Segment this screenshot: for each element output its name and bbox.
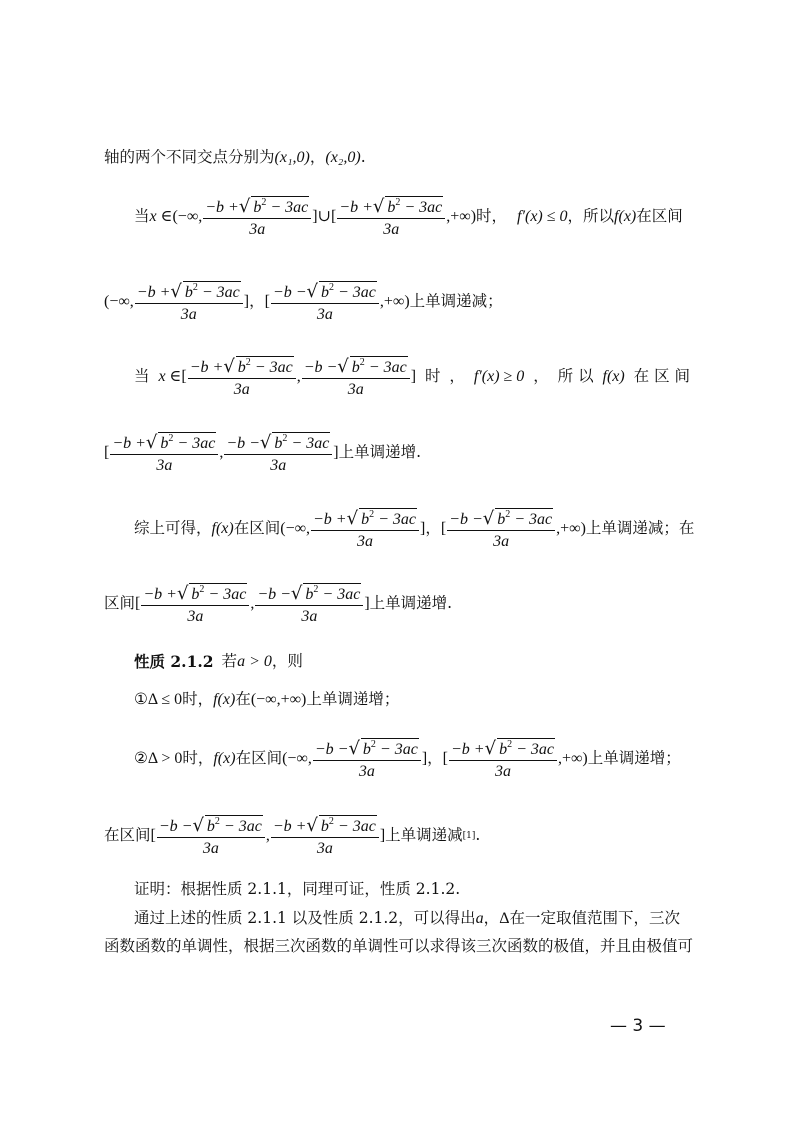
rb: ] xyxy=(419,520,426,537)
frac-den: 3a xyxy=(202,840,219,857)
fx: f(x) xyxy=(211,520,234,537)
frac-den: 3a xyxy=(156,457,173,474)
frac-num-lead: −b − xyxy=(272,284,307,301)
l6-lead: 综上可得， xyxy=(134,519,212,538)
l11-dot: . xyxy=(475,826,481,845)
l4-mid: 时 xyxy=(424,367,441,386)
l11-lead: 在区间 xyxy=(104,826,151,845)
frac-num-lead: −b − xyxy=(303,359,338,376)
proof-text: 证明：根据性质 2.1.1，同理可证，性质 2.1.2. xyxy=(134,880,461,898)
x-in: x ∈ xyxy=(158,368,182,385)
pos-inf: ,+∞) xyxy=(556,520,586,537)
condition: Δ ≤ 0 xyxy=(147,691,183,708)
frac-den: 3a xyxy=(316,840,333,857)
l6-sep: ， xyxy=(425,519,441,538)
minus-3ac: − 3ac xyxy=(204,586,247,603)
frac-num-lead: −b − xyxy=(314,741,349,758)
fx: f(x) xyxy=(213,750,236,767)
minus-3ac: − 3ac xyxy=(364,359,407,376)
text-line-1 xyxy=(104,150,366,166)
minus-3ac: − 3ac xyxy=(266,199,309,216)
frac-den: 3a xyxy=(270,457,287,474)
frac-num-lead: −b + xyxy=(143,586,177,603)
minus-3ac: − 3ac xyxy=(512,741,554,758)
square: 2 xyxy=(370,739,376,750)
l3-sep: ， xyxy=(249,292,265,311)
l14-text: 函数函数的单调性，根据三次函数的单调性可以求得该三次函数的极值，并且由极值可 xyxy=(104,937,694,955)
l4-comma: ， xyxy=(449,367,465,386)
l1-text: 轴的两个不同交点分别为 xyxy=(104,148,275,167)
fx: f(x) xyxy=(602,368,625,385)
lb: [ xyxy=(104,444,110,461)
l4-comma-2: ， xyxy=(533,367,549,386)
circle-1: ① xyxy=(134,690,148,709)
point-2: (x₂,0) xyxy=(325,149,361,166)
frac-den: 3a xyxy=(356,533,373,550)
minus-3ac: − 3ac xyxy=(374,511,416,528)
frac-den: 3a xyxy=(316,306,333,323)
minus-3ac: − 3ac xyxy=(250,359,293,376)
text-line-7 xyxy=(104,583,452,625)
rb: ] xyxy=(333,444,339,461)
l10-sep: ， xyxy=(427,749,443,768)
b: b xyxy=(305,586,314,603)
frac-num-lead: −b + xyxy=(205,199,239,216)
text-line-10 xyxy=(134,738,681,780)
l6-end: 上单调递减；在 xyxy=(585,519,695,538)
b: b xyxy=(274,435,283,452)
fx: f(x) xyxy=(213,691,236,708)
l10-end: 上单调递增； xyxy=(587,749,681,768)
square: 2 xyxy=(282,433,288,444)
minus-3ac: − 3ac xyxy=(400,199,443,216)
fraction: −b − √ $b^2 - 3ac$ 3a xyxy=(255,583,363,625)
frac-num-lead: −b − xyxy=(158,818,193,835)
square: 2 xyxy=(329,282,334,293)
fraction: −b + √ $b^2 - 3ac$ 3a xyxy=(271,815,379,857)
square: 2 xyxy=(505,509,511,520)
b: b xyxy=(184,284,193,301)
frac-den: 3a xyxy=(187,608,204,625)
l4-tail: 所 以 xyxy=(557,367,594,386)
frac-den: 3a xyxy=(347,381,364,398)
fraction: −b + √ $b^2 - 3ac$ 3a xyxy=(110,432,218,474)
text-line-4 xyxy=(134,356,690,398)
text-line-11 xyxy=(104,815,480,857)
text-line-9 xyxy=(134,692,399,708)
l2-lead: 当 xyxy=(134,207,150,226)
var-a: a xyxy=(475,910,484,927)
l6-mid: 在区间 xyxy=(233,519,281,538)
l13-text1: 通过上述的性质 2.1.1 以及性质 2.1.2，可以得出 xyxy=(134,909,476,928)
l8-text: 若 xyxy=(221,652,238,671)
l9-end: 上单调递增； xyxy=(306,690,400,709)
frac-den: 3a xyxy=(494,763,511,780)
frac-den: 3a xyxy=(249,221,266,238)
text-line-6 xyxy=(134,508,694,550)
square: 2 xyxy=(261,197,267,208)
frac-num-lead: −b + xyxy=(313,511,347,528)
derivative-ineq: f′(x) ≤ 0 xyxy=(517,208,568,225)
derivative-ineq: f′(x) ≥ 0 xyxy=(473,368,525,385)
square: 2 xyxy=(313,584,319,595)
l8-end: ，则 xyxy=(271,652,303,671)
comma: , xyxy=(250,595,255,612)
fraction: −b + √ $b^2 - 3ac$ 3a xyxy=(311,508,419,550)
rb: ] xyxy=(243,293,250,310)
frac-den: 3a xyxy=(383,221,400,238)
fraction: −b − √ $b^2 - 3ac$ 3a xyxy=(313,738,421,780)
b: b xyxy=(321,284,329,301)
lb: [ xyxy=(440,520,447,537)
square: 2 xyxy=(395,197,401,208)
l4-lead: 当 xyxy=(134,367,150,386)
l5-end: 上单调递增. xyxy=(338,443,422,462)
text-line-2 xyxy=(134,196,683,238)
fraction: −b + √ $b^2 - 3ac$ 3a xyxy=(337,196,445,238)
frac-den: 3a xyxy=(233,381,250,398)
l10-text: 在区间 xyxy=(235,749,283,768)
frac-num-lead: −b − xyxy=(449,511,483,528)
fraction: −b − √ $b^2 - 3ac$ 3a xyxy=(302,356,410,398)
square: 2 xyxy=(369,509,375,520)
comma: , xyxy=(265,827,270,844)
text-line-3 xyxy=(104,281,503,323)
union: ∪ xyxy=(317,208,331,225)
frac-num-lead: −b + xyxy=(272,818,307,835)
neg-inf: (−∞, xyxy=(172,208,203,225)
b: b xyxy=(497,511,506,528)
rb: ] xyxy=(379,827,386,844)
lb: [ xyxy=(135,595,141,612)
frac-num-lead: −b + xyxy=(189,359,224,376)
minus-3ac: − 3ac xyxy=(375,741,418,758)
lb: [ xyxy=(264,293,270,310)
l3-end: 上单调递减； xyxy=(409,292,503,311)
b: b xyxy=(362,741,371,758)
fraction: −b − √ $b^2 - 3ac$ 3a xyxy=(157,815,265,857)
l13-sep: ， xyxy=(483,909,500,928)
minus-3ac: − 3ac xyxy=(333,818,376,835)
neg-inf: (−∞, xyxy=(104,293,134,310)
square: 2 xyxy=(245,357,251,368)
fraction: −b + √ $b^2 - 3ac$ 3a xyxy=(188,356,296,398)
minus-3ac: − 3ac xyxy=(318,586,361,603)
fraction: −b + √ $b^2 - 3ac$ 3a xyxy=(203,196,311,238)
l4-end: 在 区 间 xyxy=(633,367,690,386)
page-number: — 3 — xyxy=(610,1016,666,1036)
lb: [ xyxy=(150,827,156,844)
pos-inf: ,+∞) xyxy=(446,208,477,225)
citation: [1] xyxy=(462,830,476,841)
fraction: −b + √ $b^2 - 3ac$ 3a xyxy=(141,583,249,625)
b: b xyxy=(387,199,396,216)
text-line-5 xyxy=(104,432,421,474)
square: 2 xyxy=(199,584,205,595)
text-line-8 xyxy=(134,654,303,670)
minus-3ac: − 3ac xyxy=(173,435,216,452)
minus-3ac: − 3ac xyxy=(219,818,262,835)
frac-num-lead: −b + xyxy=(136,284,171,301)
frac-den: 3a xyxy=(180,306,197,323)
text-line-12 xyxy=(134,882,460,898)
point-1: (x₁,0) xyxy=(274,149,310,166)
frac-num-lead: −b + xyxy=(339,199,373,216)
l11-end: 上单调递减 xyxy=(385,826,463,845)
b: b xyxy=(499,741,508,758)
b: b xyxy=(160,435,169,452)
interval: (−∞,+∞) xyxy=(250,691,307,708)
minus-3ac: − 3ac xyxy=(510,511,553,528)
square: 2 xyxy=(192,282,198,293)
frac-num-lead: −b + xyxy=(451,741,485,758)
b: b xyxy=(320,818,329,835)
l2-mid: 时， xyxy=(476,207,508,226)
frac-den: 3a xyxy=(301,608,318,625)
b: b xyxy=(361,511,370,528)
property-label: 性质 2.1.2 xyxy=(134,652,214,672)
comma: , xyxy=(296,368,301,385)
l9-text: 在 xyxy=(235,690,251,709)
l9-mid: 时， xyxy=(182,690,214,709)
circle-2: ② xyxy=(134,749,148,768)
frac-den: 3a xyxy=(358,763,375,780)
minus-3ac: − 3ac xyxy=(197,284,240,301)
rb: ] xyxy=(364,595,370,612)
l1-sep: ， xyxy=(309,148,326,167)
b: b xyxy=(351,359,360,376)
frac-num-lead: −b − xyxy=(257,586,291,603)
l13-text2: 在一定取值范围下，三次 xyxy=(509,909,680,928)
fraction: −b − √ $b^2 - 3ac$ 3a xyxy=(447,508,555,550)
condition: a > 0 xyxy=(237,653,272,670)
fraction: −b − √ $b^2 - 3ac$ 3a xyxy=(271,281,379,323)
square: 2 xyxy=(168,433,174,444)
frac-den: 3a xyxy=(493,533,510,550)
x-in: x ∈ xyxy=(149,208,173,225)
l2-tail: ，所以 xyxy=(567,207,615,226)
frac-num-lead: −b − xyxy=(226,435,260,452)
b: b xyxy=(191,586,200,603)
rb: ] xyxy=(312,208,318,225)
pos-inf: ,+∞) xyxy=(379,293,410,310)
l10-mid: 时， xyxy=(182,749,214,768)
fraction: −b − √ $b^2 - 3ac$ 3a xyxy=(224,432,332,474)
square: 2 xyxy=(507,739,513,750)
b: b xyxy=(206,818,215,835)
l1-end: . xyxy=(360,148,366,167)
l7-lead: 区间 xyxy=(104,594,136,613)
minus-3ac: − 3ac xyxy=(334,284,376,301)
square: 2 xyxy=(214,816,220,827)
fraction: −b + √ $b^2 - 3ac$ 3a xyxy=(449,738,557,780)
b: b xyxy=(253,199,262,216)
l7-end: 上单调递增. xyxy=(369,594,453,613)
square: 2 xyxy=(359,357,365,368)
lb: [ xyxy=(330,208,337,225)
l2-end: 在区间 xyxy=(636,207,683,226)
neg-inf: (−∞, xyxy=(280,520,310,537)
fx: f(x) xyxy=(614,208,637,225)
var-delta: Δ xyxy=(499,910,510,927)
condition: Δ > 0 xyxy=(147,750,183,767)
lb: [ xyxy=(181,368,187,385)
rb: ] xyxy=(410,368,417,385)
neg-inf: (−∞, xyxy=(282,750,312,767)
text-line-13 xyxy=(134,911,680,927)
rb: ] xyxy=(421,750,428,767)
square: 2 xyxy=(328,816,334,827)
lb: [ xyxy=(442,750,448,767)
frac-num-lead: −b + xyxy=(112,435,146,452)
minus-3ac: − 3ac xyxy=(287,435,330,452)
pos-inf: ,+∞) xyxy=(557,750,588,767)
b: b xyxy=(237,359,246,376)
comma: , xyxy=(219,444,224,461)
text-line-14 xyxy=(104,939,693,955)
fraction: −b + √ $b^2 - 3ac$ 3a xyxy=(135,281,243,323)
